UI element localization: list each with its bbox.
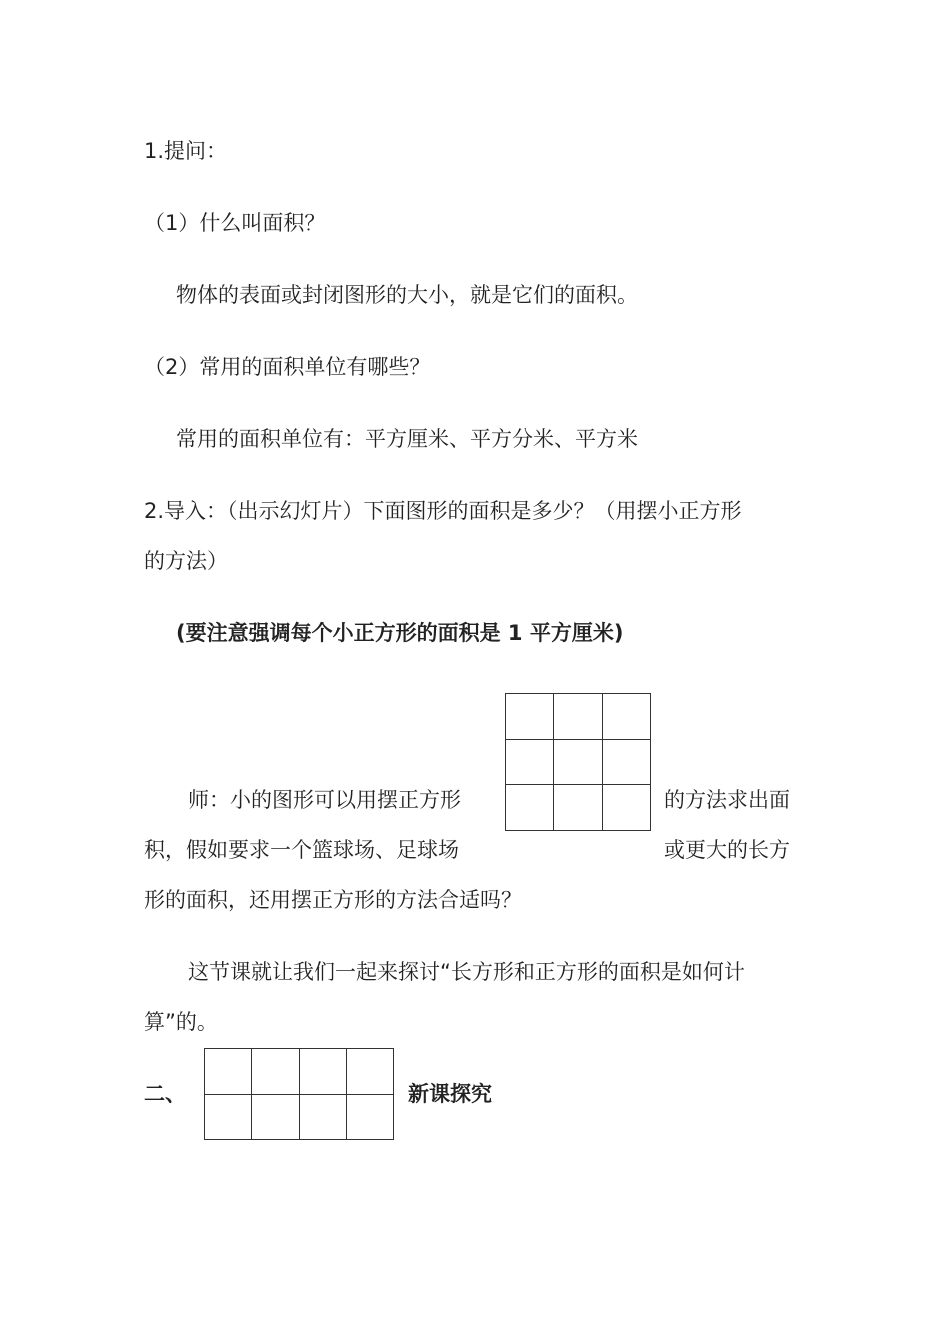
q2-line-1: 2.导入：（出示幻灯片）下面图形的面积是多少？（用摆小正方形 bbox=[144, 499, 742, 523]
grid-cell bbox=[300, 1049, 347, 1095]
section-number: 二、 bbox=[144, 1082, 186, 1106]
lesson-line-1: 这节课就让我们一起来探讨“长方形和正方形的面积是如何计 bbox=[188, 960, 745, 984]
section-title: 新课探究 bbox=[408, 1082, 492, 1106]
q1-heading: 1.提问： bbox=[144, 139, 228, 163]
q1-2-answer: 常用的面积单位有：平方厘米、平方分米、平方米 bbox=[176, 427, 638, 451]
grid-cell bbox=[603, 785, 651, 831]
grid-cell bbox=[205, 1049, 252, 1095]
grid-cell bbox=[347, 1049, 394, 1095]
grid-cell bbox=[554, 740, 602, 786]
teacher-line-3: 形的面积，还用摆正方形的方法合适吗？ bbox=[144, 888, 522, 912]
q1-2-question: （2）常用的面积单位有哪些？ bbox=[144, 355, 431, 379]
grid-cell bbox=[252, 1049, 299, 1095]
teacher-line-2-right: 或更大的长方 bbox=[664, 838, 790, 862]
teacher-line-1-left: 师：小的图形可以用摆正方形 bbox=[188, 788, 461, 812]
grid-cell bbox=[347, 1095, 394, 1141]
q1-1-answer: 物体的表面或封闭图形的大小，就是它们的面积。 bbox=[176, 283, 638, 307]
lesson-line-2: 算”的。 bbox=[144, 1010, 218, 1034]
grid-cell bbox=[506, 694, 554, 740]
grid-cell bbox=[252, 1095, 299, 1141]
grid-cell bbox=[300, 1095, 347, 1141]
teacher-line-2-left: 积，假如要求一个篮球场、足球场 bbox=[144, 838, 459, 862]
emphasis-note: (要注意强调每个小正方形的面积是 1 平方厘米) bbox=[176, 621, 624, 645]
q2-line-2: 的方法） bbox=[144, 549, 228, 573]
rectangle-grid-figure bbox=[204, 1048, 394, 1140]
square-grid-figure bbox=[505, 693, 651, 831]
grid-cell bbox=[554, 694, 602, 740]
grid-cell bbox=[205, 1095, 252, 1141]
grid-cell bbox=[603, 694, 651, 740]
grid-cell bbox=[603, 740, 651, 786]
grid-cell bbox=[554, 785, 602, 831]
grid-cell bbox=[506, 740, 554, 786]
grid-cell bbox=[506, 785, 554, 831]
teacher-line-1-right: 的方法求出面 bbox=[664, 788, 790, 812]
q1-1-question: （1）什么叫面积？ bbox=[144, 211, 326, 235]
